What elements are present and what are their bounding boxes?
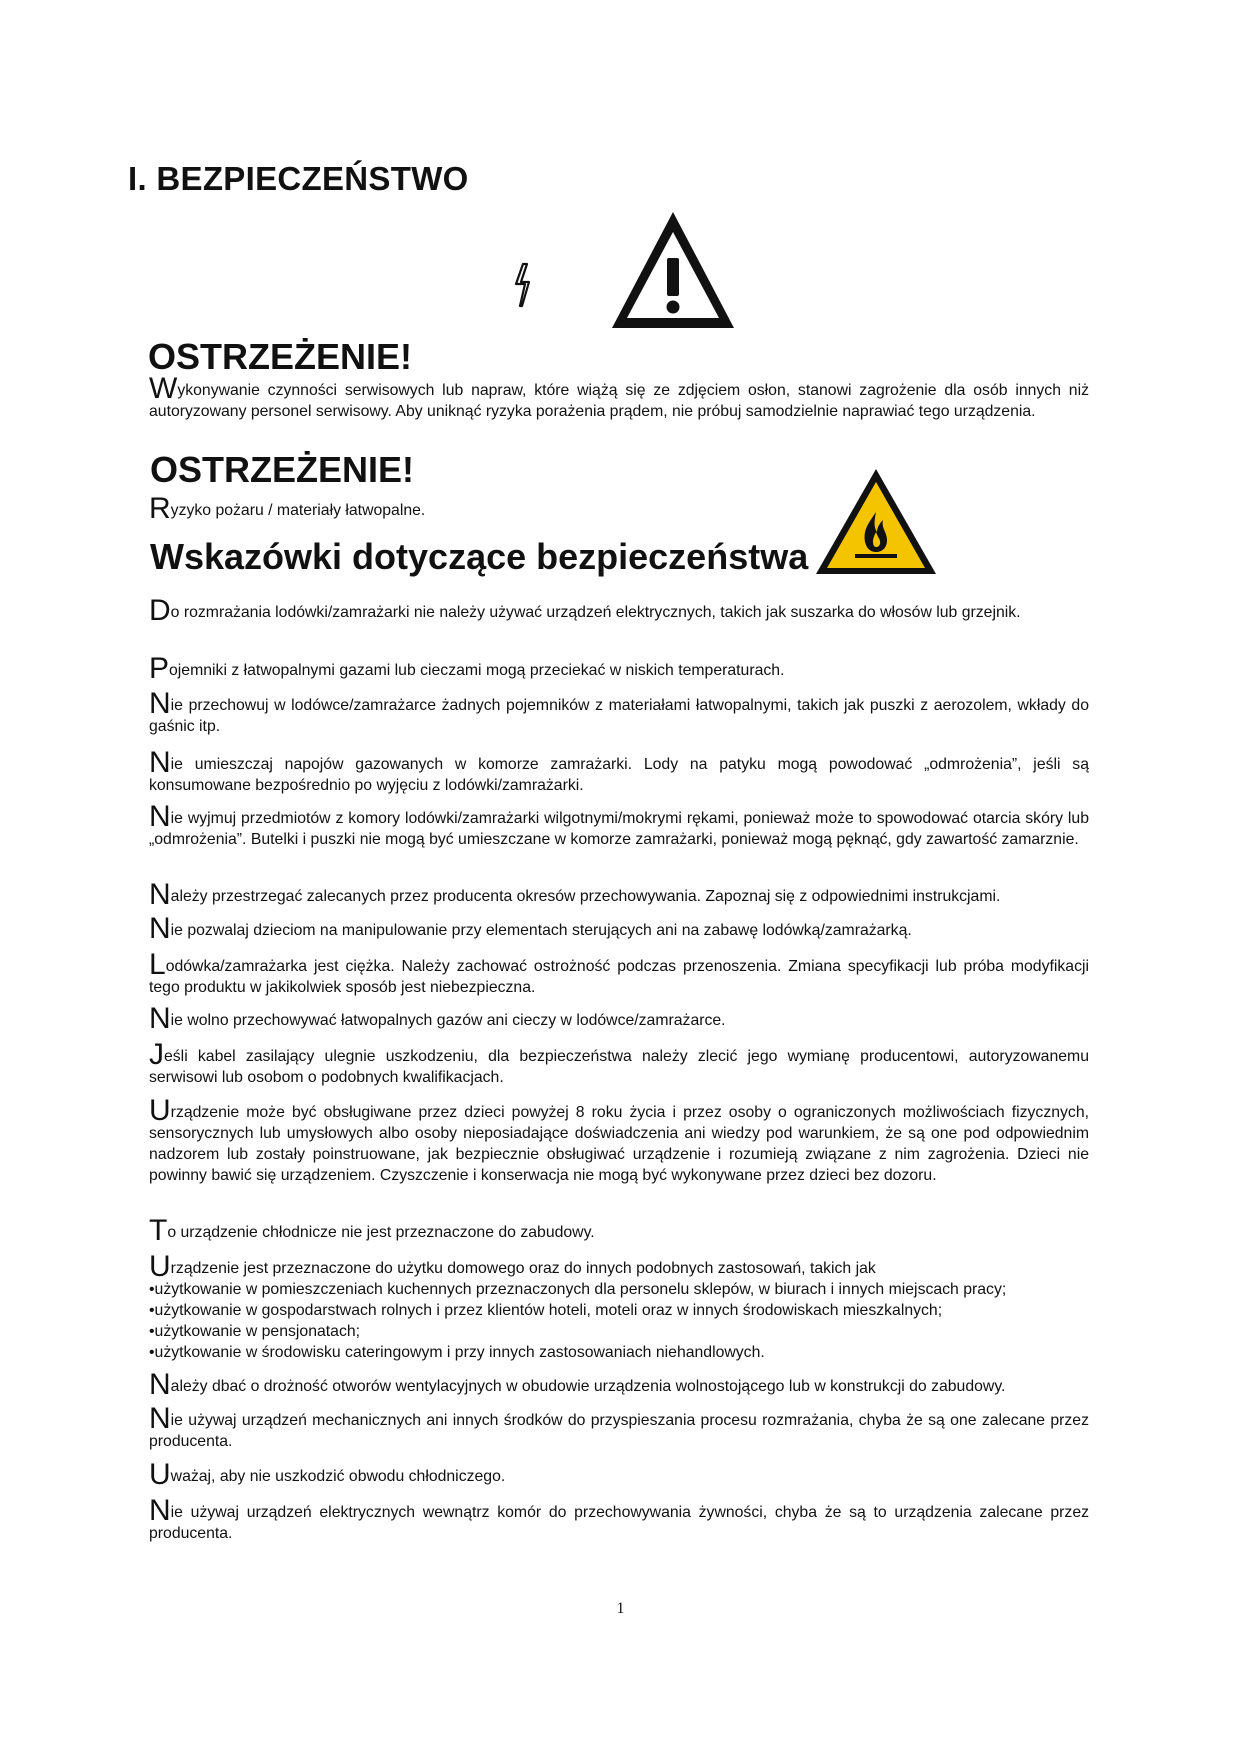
paragraph-text: eśli kabel zasilający ulegnie uszkodzeniu, dla bezpieczeństwa należy zlecić jego wymianę producentowi, autoryzowanemu serwisowi lub osobom o podobnych kwalifikacjach. <box>149 1048 1089 1086</box>
drop-cap: W <box>149 372 178 405</box>
paragraph-text: ie wyjmuj przedmiotów z komory lodówki/zamrażarki wilgotnymi/mokrymi rękami, ponieważ może to spowodować otarcia skóry lub „odmrożenia”. Butelki i puszki nie mogą być umieszczane w komorze zamrażarki, ponieważ mogą pęknąć, gdy zawartość zamarznie. <box>149 810 1089 848</box>
paragraph-text: yzyko pożaru / materiały łatwopalne. <box>170 502 426 519</box>
paragraph-text: ważaj, aby nie uszkodzić obwodu chłodniczego. <box>170 1468 506 1485</box>
lightning-bolt-icon <box>512 262 534 308</box>
paragraph-text: ależy przestrzegać zalecanych przez producenta okresów przechowywania. Zapoznaj się z odpowiednimi instrukcjami. <box>170 888 1001 905</box>
paragraph-text: ojemniki z łatwopalnymi gazami lub cieczami mogą przeciekać w niskich temperaturach. <box>169 662 785 679</box>
paragraph-text: ie umieszczaj napojów gazowanych w komorze zamrażarki. Lody na patyku mogą powodować „odmrożenia”, jeśli są konsumowane bezpośrednio po wyjęciu z lodówki/zamrażarki. <box>149 756 1089 794</box>
paragraph-text: ie używaj urządzeń mechanicznych ani innych środków do przyspieszania procesu rozmrażania, chyba że są one zalecane przez producenta. <box>149 1412 1089 1450</box>
paragraph <box>149 800 1089 850</box>
paragraph <box>149 948 1089 998</box>
paragraph-text: ie przechowuj w lodówce/zamrażarce żadnych pojemników z materiałami łatwopalnymi, takich jak puszki z aerozolem, wkłady do gaśnic itp. <box>149 697 1089 735</box>
list-item: • użytkowanie w pensjonatach; <box>149 1321 1089 1342</box>
paragraph <box>149 1094 1089 1186</box>
drop-cap: R <box>149 492 171 525</box>
paragraph <box>149 1494 1089 1544</box>
drop-cap: N <box>149 1402 171 1435</box>
paragraph-text: rządzenie jest przeznaczone do użytku domowego oraz do innych podobnych zastosowań, takich jak <box>170 1260 876 1277</box>
paragraph <box>149 878 1089 911</box>
drop-cap: J <box>149 1038 164 1071</box>
drop-cap: N <box>149 912 171 945</box>
drop-cap: U <box>149 1250 171 1283</box>
drop-cap: N <box>149 1002 171 1035</box>
drop-cap: N <box>149 1494 171 1527</box>
paragraph <box>149 1402 1089 1452</box>
paragraph-text: ykonywanie czynności serwisowych lub napraw, które wiążą się ze zdjęciem osłon, stanowi zagrożenie dla osób innych niż autoryzowany personel serwisowy. Aby uniknąć ryzyka porażenia prądem, nie próbuj samodzielnie naprawiać tego urządzenia. <box>149 382 1089 420</box>
list-item: • użytkowanie w środowisku cateringowym i przy innych zastosowaniach niehandlowych. <box>149 1342 1089 1363</box>
section-heading: Wskazówki dotyczące bezpieczeństwa <box>150 536 809 577</box>
paragraph <box>149 594 1089 627</box>
drop-cap: N <box>149 746 171 779</box>
warning-triangle-icon <box>608 208 738 332</box>
bullet-list <box>149 1279 1089 1363</box>
list-item: • użytkowanie w gospodarstwach rolnych i przez klientów hoteli, moteli oraz w innych środowiskach mieszkalnych; <box>149 1300 1089 1321</box>
paragraph <box>149 1250 1089 1363</box>
paragraph-text: ie używaj urządzeń elektrycznych wewnątrz komór do przechowywania żywności, chyba że są to urządzenia zalecane przez producenta. <box>149 1504 1089 1542</box>
drop-cap: U <box>149 1094 171 1127</box>
paragraph <box>149 652 1089 685</box>
paragraph <box>149 1458 1089 1491</box>
paragraph <box>149 1368 1089 1401</box>
warning-text <box>149 492 549 525</box>
paragraph <box>149 687 1089 737</box>
paragraph <box>149 1002 1089 1035</box>
warning-text <box>149 372 1089 422</box>
page-title: I. BEZPIECZEŃSTWO <box>128 160 469 197</box>
drop-cap: L <box>149 948 166 981</box>
paragraph-text: o urządzenie chłodnicze nie jest przeznaczone do zabudowy. <box>167 1224 595 1241</box>
drop-cap: P <box>149 652 170 685</box>
paragraph-text: rządzenie może być obsługiwane przez dzieci powyżej 8 roku życia i przez osoby o ograniczonych możliwościach fizycznych, sensorycznych lub umysłowych albo osoby nieposiadające doświadczenia ani wiedzy pod warunkiem, że są one pod odpowiednim nadzorem lub zostały poinstruowane, jak bezpiecznie obsługiwać urządzenie i rozumieją związane z nim zagrożenia. Dzieci nie powinny bawić się urządzeniem. Czyszczenie i konserwacja nie mogą być wykonywane przez dzieci bez dozoru. <box>149 1104 1089 1184</box>
drop-cap: N <box>149 687 171 720</box>
warning-heading: OSTRZEŻENIE! <box>148 336 413 377</box>
page-number: 1 <box>616 1600 625 1617</box>
paragraph-text: odówka/zamrażarka jest ciężka. Należy zachować ostrożność podczas przenoszenia. Zmiana specyfikacji lub próba modyfikacji tego produktu w jakikolwiek sposób jest niebezpieczna. <box>149 958 1089 996</box>
drop-cap: U <box>149 1458 171 1491</box>
paragraph-text: o rozmrażania lodówki/zamrażarki nie należy używać urządzeń elektrycznych, takich jak suszarka do włosów lub grzejnik. <box>170 604 1021 621</box>
list-item: • użytkowanie w pomieszczeniach kuchennych przeznaczonych dla personelu sklepów, w biurach i innych miejscach pracy; <box>149 1279 1089 1300</box>
flammable-warning-icon <box>813 466 939 578</box>
paragraph <box>149 1214 1089 1247</box>
drop-cap: N <box>149 800 171 833</box>
paragraph-text: ie wolno przechowywać łatwopalnych gazów ani cieczy w lodówce/zamrażarce. <box>170 1012 726 1029</box>
paragraph <box>149 1038 1089 1088</box>
paragraph <box>149 912 1089 945</box>
paragraph-text: ie pozwalaj dzieciom na manipulowanie przy elementach sterujących ani na zabawę lodówką/zamrażarką. <box>170 922 912 939</box>
warning-heading: OSTRZEŻENIE! <box>150 449 415 490</box>
drop-cap: D <box>149 594 171 627</box>
drop-cap: N <box>149 878 171 911</box>
drop-cap: N <box>149 1368 171 1401</box>
paragraph <box>149 746 1089 796</box>
drop-cap: T <box>149 1214 168 1247</box>
paragraph-text: ależy dbać o drożność otworów wentylacyjnych w obudowie urządzenia wolnostojącego lub w konstrukcji do zabudowy. <box>170 1378 1006 1395</box>
